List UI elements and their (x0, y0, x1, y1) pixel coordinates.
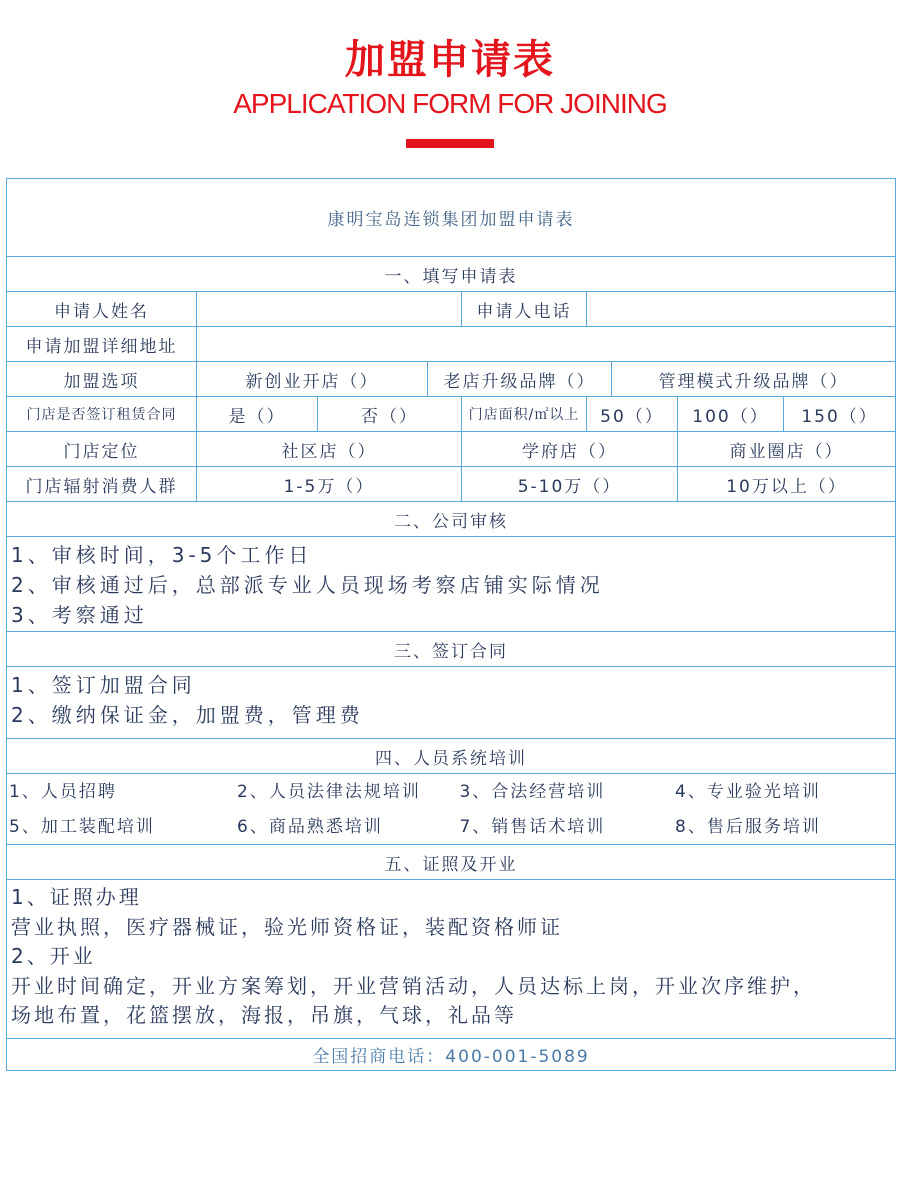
lease-label: 门店是否签订租赁合同 (7, 397, 197, 432)
lease-area-row (7, 397, 896, 432)
section-4-body (7, 774, 896, 845)
audience-option-5-10w[interactable]: 5-10万（） (462, 467, 678, 502)
list-item: 7、销售话术培训 (459, 817, 606, 837)
section-2-body (7, 537, 896, 632)
list-item: 2、缴纳保证金，加盟费，管理费 (11, 703, 364, 727)
join-option-new-store[interactable]: 新创业开店（） (197, 362, 428, 397)
audience-option-10w-plus[interactable]: 10万以上（） (678, 467, 896, 502)
section-4-title: 四、人员系统培训 (7, 739, 896, 774)
section-heading-1 (7, 257, 896, 292)
application-form-table (6, 178, 896, 1071)
list-item: 1、人员招聘 (9, 782, 117, 802)
page-subtitle: APPLICATION FORM FOR JOINING (233, 88, 667, 119)
list-item: 2、开业 (11, 944, 96, 968)
list-item: 8、售后服务培训 (675, 817, 821, 837)
position-option-business[interactable]: 商业圈店（） (678, 432, 896, 467)
join-option-upgrade-brand[interactable]: 老店升级品牌（） (428, 362, 612, 397)
hotline: 全国招商电话：400-001-5089 (7, 1039, 896, 1071)
area-label: 门店面积/㎡以上 (462, 397, 587, 432)
join-option-management-upgrade[interactable]: 管理模式升级品牌（） (612, 362, 896, 397)
section-5-body (7, 880, 896, 1039)
section-heading-3 (7, 632, 896, 667)
join-option-label: 加盟选项 (7, 362, 197, 397)
audience-row (7, 467, 896, 502)
list-item: 2、审核通过后，总部派专业人员现场考察店铺实际情况 (11, 573, 604, 597)
list-item: 1、证照办理 (11, 885, 142, 909)
page-title: 加盟申请表 (345, 37, 555, 83)
applicant-name-field[interactable] (197, 292, 462, 327)
list-item: 5、加工装配培训 (9, 817, 155, 837)
list-item: 营业执照，医疗器械证，验光师资格证，装配资格师证 (11, 914, 563, 939)
page-header (0, 0, 900, 178)
audience-label: 门店辐射消费人群 (7, 467, 197, 502)
form-title: 康明宝岛连锁集团加盟申请表 (7, 179, 896, 257)
list-item: 4、专业验光培训 (675, 782, 821, 802)
form-title-row (7, 179, 896, 257)
training-grid (7, 774, 895, 844)
section-heading-5 (7, 845, 896, 880)
lease-no-option[interactable]: 否（） (318, 397, 462, 432)
list-item: 开业时间确定，开业方案筹划，开业营销活动，人员达标上岗，开业次序维护， (11, 973, 816, 998)
join-option-row (7, 362, 896, 397)
address-field[interactable] (197, 327, 896, 362)
list-item: 6、商品熟悉培训 (237, 817, 383, 837)
list-item: 3、合法经营培训 (459, 782, 606, 802)
list-item: 1、签订加盟合同 (11, 673, 196, 697)
applicant-phone-label: 申请人电话 (462, 292, 587, 327)
contract-steps-list (7, 667, 896, 739)
section-3-title: 三、签订合同 (7, 632, 896, 667)
section-heading-4 (7, 739, 896, 774)
list-item: 1、审核时间，3-5个工作日 (11, 543, 313, 567)
list-item: 2、人员法律法规培训 (237, 782, 421, 802)
training-list (7, 774, 896, 845)
section-1-title: 一、填写申请表 (7, 257, 896, 292)
list-item: 场地布置，花篮摆放，海报，吊旗，气球，礼品等 (11, 1003, 517, 1027)
address-label: 申请加盟详细地址 (7, 327, 197, 362)
applicant-name-label: 申请人姓名 (7, 292, 197, 327)
hotline-row (7, 1039, 896, 1071)
address-row (7, 327, 896, 362)
position-label: 门店定位 (7, 432, 197, 467)
position-row (7, 432, 896, 467)
area-option-150[interactable]: 150（） (784, 397, 896, 432)
lease-yes-option[interactable]: 是（） (197, 397, 318, 432)
section-3-body (7, 667, 896, 739)
position-option-community[interactable]: 社区店（） (197, 432, 462, 467)
audience-option-1-5w[interactable]: 1-5万（） (197, 467, 462, 502)
applicant-row (7, 292, 896, 327)
section-5-title: 五、证照及开业 (7, 845, 896, 880)
license-opening-list (7, 880, 896, 1039)
review-steps-list (7, 537, 896, 632)
section-heading-2 (7, 502, 896, 537)
position-option-school[interactable]: 学府店（） (462, 432, 678, 467)
area-option-50[interactable]: 50（） (587, 397, 678, 432)
section-2-title: 二、公司审核 (7, 502, 896, 537)
title-underline (406, 139, 494, 148)
applicant-phone-field[interactable] (587, 292, 896, 327)
area-option-100[interactable]: 100（） (678, 397, 784, 432)
list-item: 3、考察通过 (11, 603, 148, 627)
